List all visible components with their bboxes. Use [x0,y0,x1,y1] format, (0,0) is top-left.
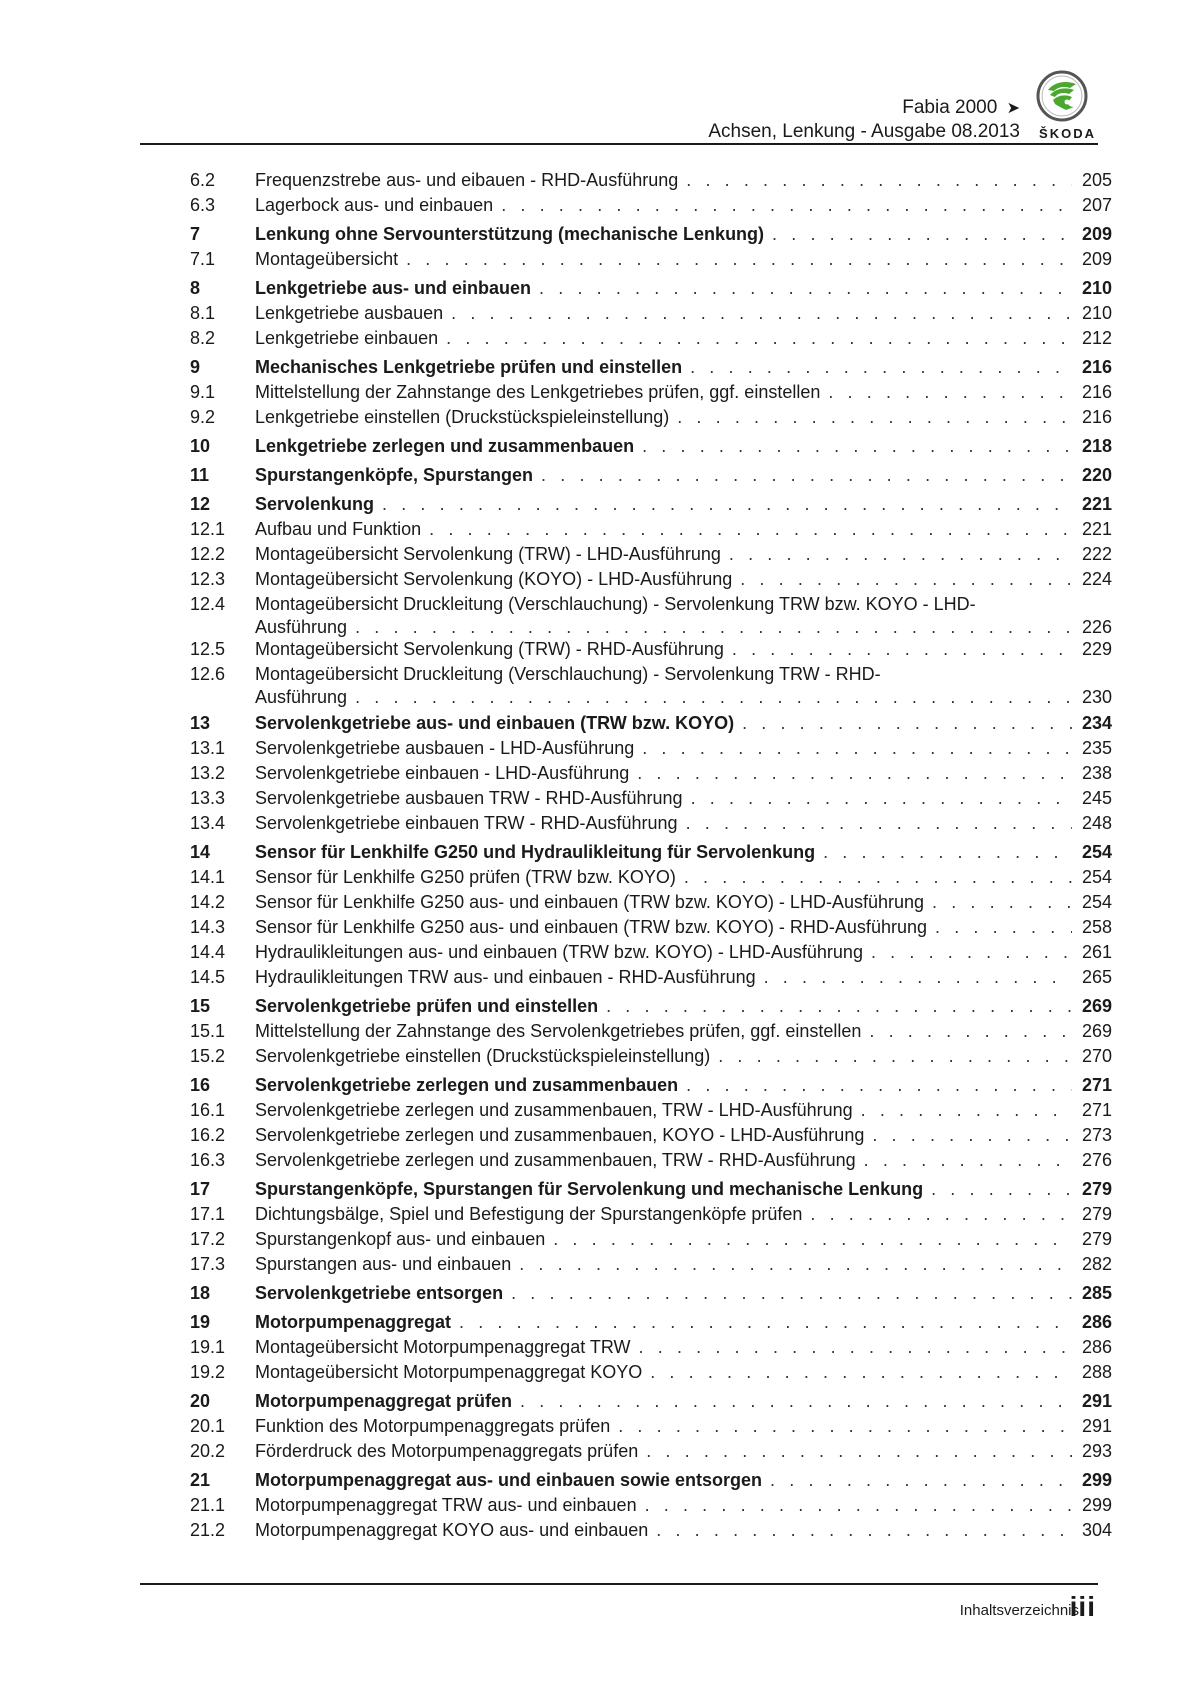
toc-entry-title: Servolenkgetriebe zerlegen und zusammenbauen, TRW - RHD-Ausführung [255,1150,856,1170]
toc-chapter-entry[interactable] [190,463,1112,488]
toc-entry-title: Servolenkgetriebe einbauen TRW - RHD-Ausführung [255,813,678,833]
toc-section-entry[interactable] [190,637,1112,662]
dot-leader [729,542,1072,567]
toc-entry-page: 212 [1081,328,1112,348]
toc-entry-number: 20 [190,1391,211,1411]
dot-leader [869,1019,1072,1044]
toc-entry-page: 273 [1081,1125,1112,1145]
toc-chapter-entry[interactable] [190,1073,1112,1098]
toc-entry-title: Servolenkung [255,494,375,514]
header-divider [140,143,1098,145]
toc-entry-title: Servolenkgetriebe ausbauen TRW - RHD-Ausführung [255,788,683,808]
toc-entry-page: 254 [1081,842,1112,862]
toc-entry-page: 238 [1081,763,1112,783]
toc-chapter-entry[interactable] [190,355,1112,380]
toc-entry-page: 229 [1081,639,1112,659]
toc-section-entry[interactable] [190,786,1112,811]
toc-entry-title: Spurstangenköpfe, Spurstangen für Servolenkung und mechanische Lenkung [255,1179,924,1199]
toc-entry-title: Servolenkgetriebe entsorgen [255,1283,504,1303]
toc-entry-page: 269 [1081,996,1112,1016]
toc-entry-page: 245 [1081,788,1112,808]
toc-entry-page: 293 [1081,1441,1112,1461]
dot-leader [606,994,1072,1019]
dot-leader [864,1148,1072,1173]
toc-entry-page: 254 [1081,867,1112,887]
dot-leader [931,1177,1072,1202]
toc-entry-page: 216 [1081,357,1112,377]
toc-entry-number: 16 [190,1075,211,1095]
toc-entry-number: 18 [190,1283,211,1303]
toc-entry-number: 12.4 [190,594,226,614]
dot-leader [642,434,1072,459]
toc-entry-title: Servolenkgetriebe einstellen (Druckstückspieleinstellung) [255,1046,711,1066]
toc-entry-title: Förderdruck des Motorpumpenaggregats prüfen [255,1441,639,1461]
toc-entry-page: 282 [1081,1254,1112,1274]
toc-entry-page: 271 [1081,1100,1112,1120]
toc-entry-page: 205 [1081,170,1112,190]
toc-entry-number: 17 [190,1179,211,1199]
toc-entry-title: Frequenzstrebe aus- und eibauen - RHD-Ausführung [255,170,679,190]
toc-section-entry[interactable] [190,1414,1112,1439]
toc-entry-title: Sensor für Lenkhilfe G250 aus- und einbauen (TRW bzw. KOYO) - LHD-Ausführung [255,892,924,912]
toc-entry-number: 20.1 [190,1416,226,1436]
toc-entry-title: Lenkgetriebe aus- und einbauen [255,278,532,298]
toc-section-entry[interactable] [190,1252,1112,1277]
toc-section-entry[interactable] [190,1360,1112,1385]
toc-entry-title: Dichtungsbälge, Spiel und Befestigung der Spurstangenköpfe prüfen [255,1204,803,1224]
dot-leader [541,463,1072,488]
table-of-contents [190,168,1112,1543]
skoda-logo-icon [1036,70,1088,122]
toc-entry-number: 8 [190,278,201,298]
dot-leader [935,915,1072,940]
toc-entry-page: 279 [1081,1204,1112,1224]
toc-section-entry[interactable] [190,592,1112,637]
toc-entry-number: 14.2 [190,892,226,912]
toc-entry-page: 221 [1081,494,1112,514]
toc-chapter-entry[interactable] [190,1389,1112,1414]
toc-entry-title: Lenkgetriebe einbauen [255,328,439,348]
footer-divider [140,1583,1098,1585]
toc-section-entry[interactable] [190,1493,1112,1518]
toc-entry-page: 207 [1081,195,1112,215]
toc-entry-title: Aufbau und Funktion [255,519,422,539]
toc-entry-number: 19 [190,1312,211,1332]
toc-entry-page: 224 [1081,569,1112,589]
toc-chapter-entry[interactable] [190,434,1112,459]
toc-section-entry[interactable] [190,811,1112,836]
dot-leader [618,1414,1072,1439]
toc-entry-number: 9 [190,357,201,377]
toc-entry-number: 14 [190,842,211,862]
toc-entry-page: 209 [1081,224,1112,244]
toc-entry-number: 13.4 [190,813,226,833]
toc-section-entry[interactable] [190,380,1112,405]
dot-leader [686,1073,1072,1098]
dot-leader [637,761,1072,786]
toc-section-entry[interactable] [190,405,1112,430]
toc-section-entry[interactable] [190,1148,1112,1173]
toc-entry-page: 218 [1081,436,1112,456]
toc-entry-number: 12.3 [190,569,226,589]
toc-entry-page: 230 [1081,687,1112,707]
header-model [902,97,1020,119]
toc-entry-number: 17.1 [190,1204,226,1224]
toc-section-entry[interactable] [190,567,1112,592]
dot-leader [501,193,1072,218]
toc-entry-title: Spurstangenkopf aus- und einbauen [255,1229,546,1249]
dot-leader [770,1468,1072,1493]
toc-section-entry[interactable] [190,301,1112,326]
toc-chapter-entry[interactable] [190,492,1112,517]
dot-leader [691,786,1072,811]
toc-entry-number: 6.2 [190,170,216,190]
toc-section-entry[interactable] [190,662,1112,707]
header-model-text: Fabia 2000 [902,97,998,118]
toc-entry-title: Montageübersicht Servolenkung (TRW) - RHD-Ausführung [255,639,724,659]
toc-entry-title: Montageübersicht Servolenkung (TRW) - LHD-Ausführung [255,544,721,564]
toc-entry-title: Montageübersicht Motorpumpenaggregat KOYO [255,1362,643,1382]
toc-entry-title: Hydraulikleitungen aus- und einbauen (TRW bzw. KOYO) - LHD-Ausführung [255,942,863,962]
toc-entry-title: Motorpumpenaggregat [255,1312,451,1332]
toc-section-entry[interactable] [190,1044,1112,1069]
toc-section-entry[interactable] [190,940,1112,965]
toc-entry-title: Lenkung ohne Servounterstützung (mechanische Lenkung) [255,224,765,244]
toc-entry-number: 12.2 [190,544,226,564]
toc-entry-title: Servolenkgetriebe zerlegen und zusammenbauen, KOYO - LHD-Ausführung [255,1125,865,1145]
toc-entry-title: Servolenkgetriebe ausbauen - LHD-Ausführung [255,738,635,758]
toc-section-entry[interactable] [190,1335,1112,1360]
toc-entry-title: Montageübersicht [255,249,399,269]
dot-leader [446,326,1072,351]
toc-entry-number: 13.1 [190,738,226,758]
toc-entry-number: 9.2 [190,407,216,427]
toc-entry-number: 19.1 [190,1337,226,1357]
toc-entry-title: Mittelstellung der Zahnstange des Servolenkgetriebes prüfen, ggf. einstellen [255,1021,862,1041]
dot-leader [511,1281,1072,1306]
toc-entry-title: Servolenkgetriebe einbauen - LHD-Ausführung [255,763,630,783]
toc-entry-title: Lenkgetriebe ausbauen [255,303,444,323]
toc-entry-title-continued: Ausführung [255,687,348,707]
toc-entry-page: 210 [1081,278,1112,298]
dot-leader [718,1044,1072,1069]
toc-entry-page: 234 [1081,713,1112,733]
toc-entry-number: 7.1 [190,249,216,269]
toc-entry-title: Servolenkgetriebe prüfen und einstellen [255,996,599,1016]
toc-entry-number: 14.5 [190,967,226,987]
toc-section-entry[interactable] [190,1123,1112,1148]
toc-section-entry[interactable] [190,326,1112,351]
toc-entry-page: 220 [1081,465,1112,485]
toc-entry-page: 226 [1081,617,1112,637]
dot-leader [650,1360,1072,1385]
toc-entry-number: 8.2 [190,328,216,348]
toc-entry-title-continued: Ausführung [255,617,348,637]
toc-entry-title: Montageübersicht Motorpumpenaggregat TRW [255,1337,631,1357]
dot-leader [429,517,1072,542]
toc-entry-title: Motorpumpenaggregat TRW aus- und einbauen [255,1495,637,1515]
dot-leader [828,380,1072,405]
toc-entry-page: 286 [1081,1312,1112,1332]
dot-leader [686,168,1072,193]
toc-entry-page: 261 [1081,942,1112,962]
dot-leader [684,865,1072,890]
toc-entry-title: Spurstangen aus- und einbauen [255,1254,512,1274]
toc-entry-number: 7 [190,224,201,244]
toc-section-entry[interactable] [190,1098,1112,1123]
toc-section-entry[interactable] [190,1202,1112,1227]
toc-chapter-entry[interactable] [190,1310,1112,1335]
toc-entry-number: 12 [190,494,211,514]
toc-entry-number: 6.3 [190,195,216,215]
toc-section-entry[interactable] [190,761,1112,786]
toc-entry-number: 17.3 [190,1254,226,1274]
dot-leader [553,1227,1072,1252]
toc-entry-number: 16.3 [190,1150,226,1170]
toc-chapter-entry[interactable] [190,994,1112,1019]
toc-section-entry[interactable] [190,1019,1112,1044]
toc-chapter-entry[interactable] [190,1177,1112,1202]
toc-entry-page: 248 [1081,813,1112,833]
toc-entry-title: Motorpumpenaggregat prüfen [255,1391,512,1411]
dot-leader [677,405,1072,430]
toc-section-entry[interactable] [190,517,1112,542]
toc-entry-title: Motorpumpenaggregat KOYO aus- und einbauen [255,1520,649,1540]
toc-entry-page: 221 [1081,519,1112,539]
toc-entry-number: 11 [190,465,210,485]
toc-chapter-entry[interactable] [190,276,1112,301]
dot-leader [459,1310,1072,1335]
toc-entry-title: Lagerbock aus- und einbauen [255,195,494,215]
toc-entry-number: 14.3 [190,917,226,937]
toc-entry-page: 279 [1081,1179,1112,1199]
toc-entry-page: 286 [1081,1337,1112,1357]
toc-entry-title: Montageübersicht Servolenkung (KOYO) - LHD-Ausführung [255,569,733,589]
toc-entry-number: 12.6 [190,664,226,684]
toc-entry-number: 15.2 [190,1046,226,1066]
toc-section-entry[interactable] [190,965,1112,990]
header-subtitle: Achsen, Lenkung - Ausgabe 08.2013 [708,121,1020,142]
dot-leader [871,940,1072,965]
dot-leader [355,617,1072,637]
toc-entry-number: 15 [190,996,211,1016]
toc-entry-page: 254 [1081,892,1112,912]
dot-leader [690,355,1072,380]
toc-section-entry[interactable] [190,1518,1112,1543]
toc-entry-number: 8.1 [190,303,216,323]
toc-entry-number: 9.1 [190,382,216,402]
dot-leader [646,1439,1072,1464]
toc-entry-number: 13.3 [190,788,226,808]
toc-entry-title: Hydraulikleitungen TRW aus- und einbauen - RHD-Ausführung [255,967,756,987]
dot-leader [861,1098,1072,1123]
toc-section-entry[interactable] [190,247,1112,272]
toc-entry-page: 299 [1081,1470,1112,1490]
toc-entry-number: 16.2 [190,1125,226,1145]
toc-entry-page: 288 [1081,1362,1112,1382]
toc-entry-page: 285 [1081,1283,1112,1303]
toc-section-entry[interactable] [190,865,1112,890]
toc-entry-number: 20.2 [190,1441,226,1461]
toc-entry-page: 291 [1081,1391,1112,1411]
dot-leader [732,637,1072,662]
dot-leader [382,492,1072,517]
toc-entry-page: 279 [1081,1229,1112,1249]
toc-chapter-entry[interactable] [190,1468,1112,1493]
dot-leader [740,567,1072,592]
toc-entry-title: Sensor für Lenkhilfe G250 prüfen (TRW bzw. KOYO) [255,867,676,887]
toc-entry-title: Mechanisches Lenkgetriebe prüfen und einstellen [255,357,683,377]
toc-entry-title: Montageübersicht Druckleitung (Verschlauchung) - Servolenkung TRW - RHD- [255,664,881,684]
toc-entry-title: Lenkgetriebe zerlegen und zusammenbauen [255,436,635,456]
dot-leader [520,1389,1072,1414]
toc-section-entry[interactable] [190,915,1112,940]
toc-entry-page: 304 [1081,1520,1112,1540]
dot-leader [645,1493,1072,1518]
toc-chapter-entry[interactable] [190,222,1112,247]
toc-chapter-entry[interactable] [190,1281,1112,1306]
toc-entry-page: 276 [1081,1150,1112,1170]
toc-entry-number: 14.4 [190,942,226,962]
footer-section-label: Inhaltsverzeichnis [959,1602,1079,1619]
toc-entry-page: 235 [1081,738,1112,758]
toc-entry-page: 299 [1081,1495,1112,1515]
toc-section-entry[interactable] [190,168,1112,193]
toc-entry-title: Motorpumpenaggregat aus- und einbauen sowie entsorgen [255,1470,763,1490]
toc-entry-page: 291 [1081,1416,1112,1436]
toc-section-entry[interactable] [190,1227,1112,1252]
dot-leader [355,687,1072,707]
toc-entry-number: 21.1 [190,1495,226,1515]
toc-entry-number: 19.2 [190,1362,226,1382]
toc-entry-title: Servolenkgetriebe zerlegen und zusammenbauen [255,1075,679,1095]
dot-leader [656,1518,1072,1543]
toc-entry-page: 216 [1081,382,1112,402]
toc-entry-page: 216 [1081,407,1112,427]
toc-section-entry[interactable] [190,542,1112,567]
dot-leader [810,1202,1072,1227]
toc-entry-page: 258 [1081,917,1112,937]
toc-entry-number: 17.2 [190,1229,226,1249]
toc-section-entry[interactable] [190,193,1112,218]
dot-leader [539,276,1072,301]
toc-entry-number: 12.1 [190,519,226,539]
toc-section-entry[interactable] [190,890,1112,915]
toc-entry-page: 271 [1081,1075,1112,1095]
dot-leader [764,965,1072,990]
dot-leader [823,840,1072,865]
toc-entry-page: 269 [1081,1021,1112,1041]
toc-chapter-entry[interactable] [190,711,1112,736]
toc-entry-page: 210 [1081,303,1112,323]
toc-section-entry[interactable] [190,736,1112,761]
toc-entry-title: Sensor für Lenkhilfe G250 aus- und einbauen (TRW bzw. KOYO) - RHD-Ausführung [255,917,927,937]
toc-entry-page: 265 [1081,967,1112,987]
toc-entry-title: Montageübersicht Druckleitung (Verschlauchung) - Servolenkung TRW bzw. KOYO - LHD- [255,594,976,614]
footer-page-number: iii [1069,1591,1096,1622]
page-header [140,70,1098,145]
toc-entry-number: 10 [190,436,211,456]
toc-entry-number: 13 [190,713,211,733]
dot-leader [932,890,1072,915]
toc-entry-title: Servolenkgetriebe aus- und einbauen (TRW bzw. KOYO) [255,713,735,733]
toc-entry-title: Lenkgetriebe einstellen (Druckstückspieleinstellung) [255,407,670,427]
dot-leader [639,1335,1072,1360]
toc-entry-number: 21.2 [190,1520,226,1540]
toc-entry-number: 12.5 [190,639,226,659]
toc-entry-title: Spurstangenköpfe, Spurstangen [255,465,534,485]
toc-entry-number: 14.1 [190,867,226,887]
toc-entry-page: 209 [1081,249,1112,269]
toc-entry-page: 270 [1081,1046,1112,1066]
toc-entry-title: Sensor für Lenkhilfe G250 und Hydraulikleitung für Servolenkung [255,842,816,862]
toc-entry-number: 13.2 [190,763,226,783]
dot-leader [872,1123,1072,1148]
dot-leader [406,247,1072,272]
toc-entry-title: Funktion des Motorpumpenaggregats prüfen [255,1416,611,1436]
dot-leader [742,711,1072,736]
toc-chapter-entry[interactable] [190,840,1112,865]
toc-entry-title: Servolenkgetriebe zerlegen und zusammenbauen, TRW - LHD-Ausführung [255,1100,853,1120]
brand-wordmark: ŠKODA [1039,126,1096,141]
toc-entry-number: 16.1 [190,1100,226,1120]
dot-leader [451,301,1072,326]
dot-leader [686,811,1072,836]
dot-leader [519,1252,1072,1277]
dot-leader [642,736,1072,761]
toc-entry-number: 21 [190,1470,211,1490]
arrow-right-icon: ➤ [1006,100,1020,117]
toc-entry-title: Mittelstellung der Zahnstange des Lenkgetriebes prüfen, ggf. einstellen [255,382,821,402]
toc-entry-number: 15.1 [190,1021,226,1041]
toc-entry-page: 222 [1081,544,1112,564]
dot-leader [772,222,1072,247]
toc-section-entry[interactable] [190,1439,1112,1464]
